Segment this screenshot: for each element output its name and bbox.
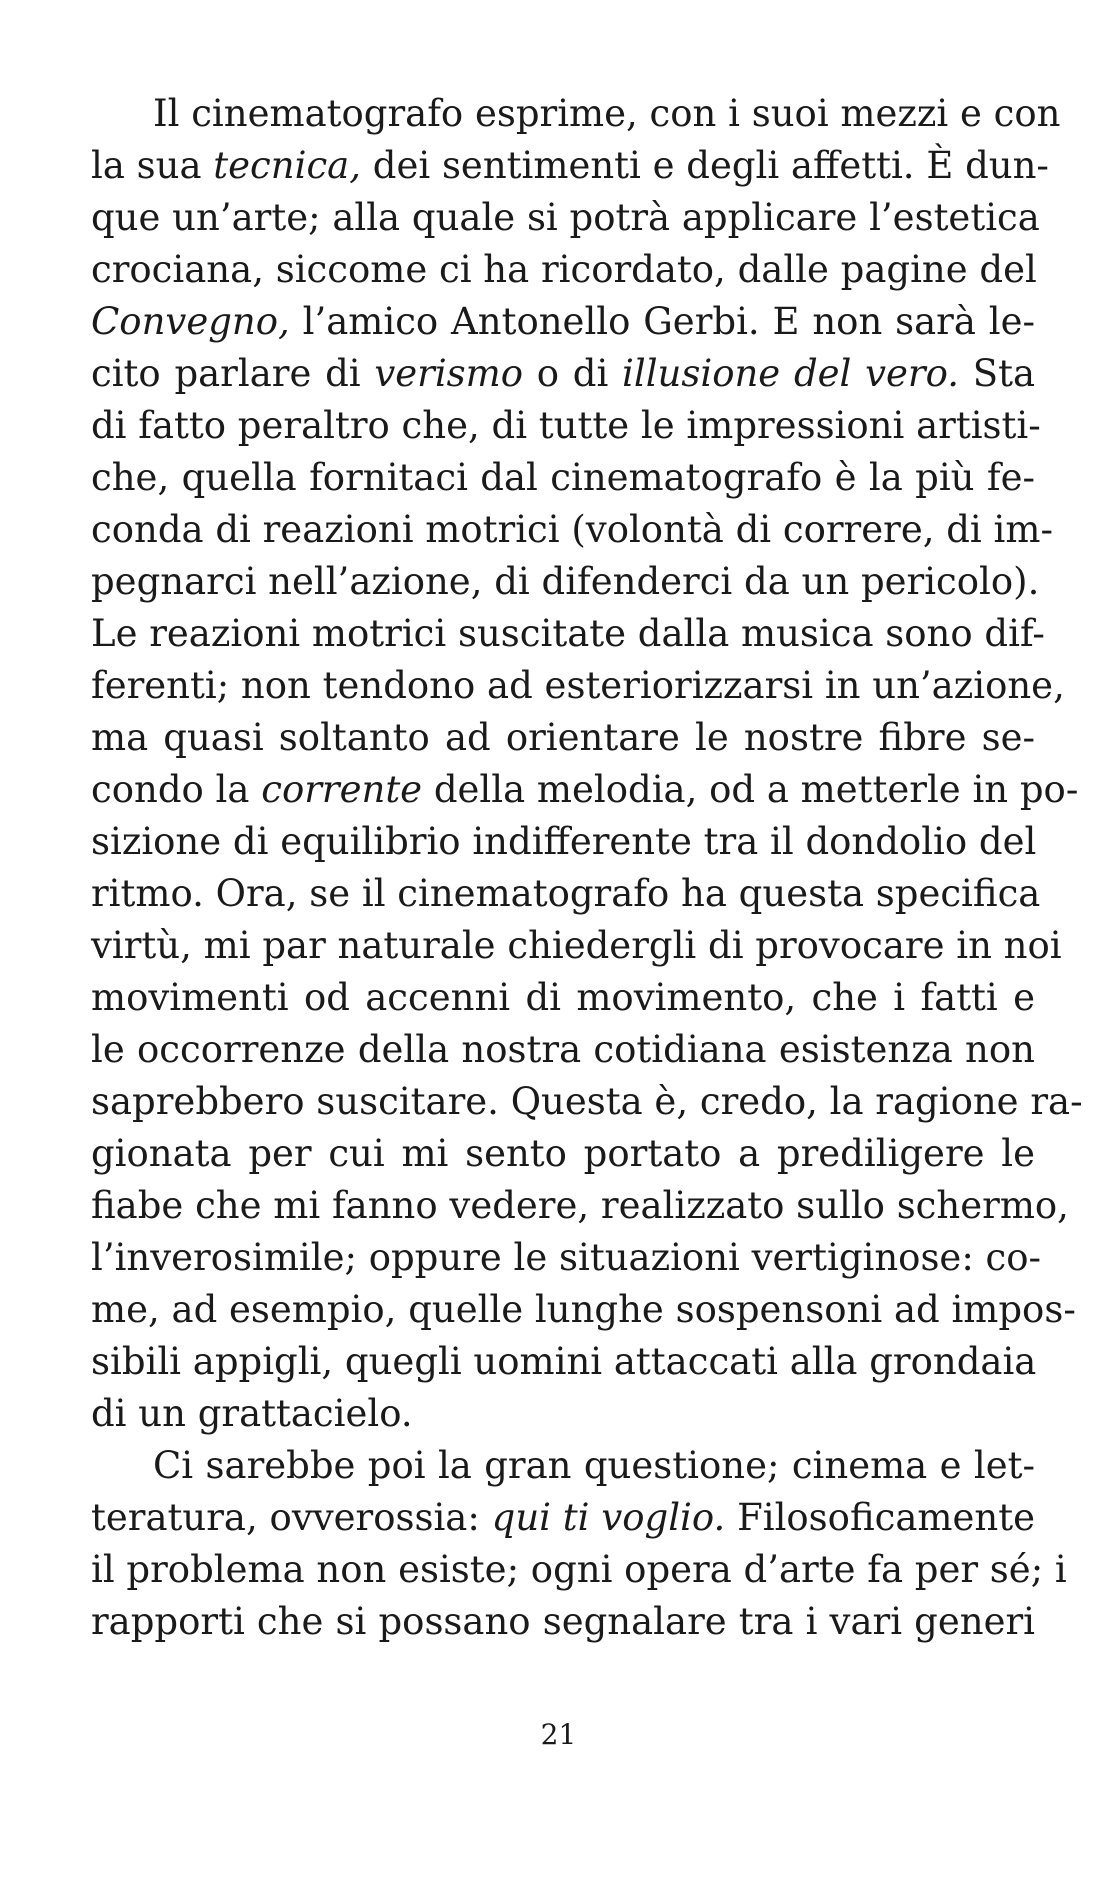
text-line	[91, 608, 1045, 660]
text-run: le occorrenze della nostra cotidiana esistenza non	[91, 1028, 1035, 1071]
text-run: Filosoficamente	[725, 1496, 1035, 1539]
text-run: movimenti od accenni di movimento, che i fatti e	[91, 976, 1035, 1019]
text-run: Sta	[958, 352, 1035, 395]
text-line	[91, 1128, 1035, 1180]
italic-text: Convegno,	[91, 300, 290, 343]
text-line	[91, 556, 1040, 608]
text-run: la sua	[91, 144, 214, 187]
text-run: ritmo. Ora, se il cinematografo ha questa specifica	[91, 872, 1041, 915]
text-run: di un grattacielo.	[91, 1392, 413, 1435]
text-line	[91, 88, 1061, 140]
text-run: condo la	[91, 768, 262, 811]
text-line	[91, 140, 1049, 192]
text-run: gionata per cui mi sento portato a prediligere le	[91, 1132, 1035, 1175]
page-number: 21	[540, 1718, 577, 1751]
text-line	[91, 1076, 1083, 1128]
text-line	[91, 1492, 1035, 1544]
text-run: virtù, mi par naturale chiedergli di provocare in noi	[91, 924, 1062, 967]
text-run: conda di reazioni motrici (volontà di correre, di im-	[91, 508, 1053, 551]
text-line	[91, 244, 1035, 296]
text-line	[91, 1596, 1035, 1648]
text-run: teratura, ovverossia:	[91, 1496, 492, 1539]
text-run: Le reazioni motrici suscitate dalla musica sono dif-	[91, 612, 1045, 655]
text-run: della melodia, od a metterle in po-	[422, 768, 1079, 811]
text-line	[91, 504, 1053, 556]
text-line	[91, 816, 1035, 868]
italic-text: verismo	[374, 352, 524, 395]
text-line	[91, 1336, 1035, 1388]
text-run: me, ad esempio, quelle lunghe sospensoni ad impos-	[91, 1288, 1076, 1331]
text-run: fiabe che mi fanno vedere, realizzato sullo schermo,	[91, 1184, 1069, 1227]
text-run: cito parlare di	[91, 352, 375, 395]
text-run: ma quasi soltanto ad orientare le nostre fibre se-	[91, 716, 1035, 759]
text-run: dei sentimenti e degli affetti. È dun-	[361, 144, 1049, 187]
text-line	[91, 972, 1035, 1024]
text-run: rapporti che si possano segnalare tra i vari generi	[91, 1600, 1035, 1643]
text-run: l’inverosimile; oppure le situazioni vertiginose: co-	[91, 1236, 1042, 1279]
text-line	[91, 452, 1035, 504]
text-line	[91, 712, 1035, 764]
text-line	[91, 1440, 1035, 1492]
text-line	[91, 348, 1035, 400]
text-run: che, quella fornitaci dal cinematografo è la più fe-	[91, 456, 1035, 499]
text-line	[91, 660, 1065, 712]
text-line	[91, 1284, 1076, 1336]
text-line	[91, 1180, 1069, 1232]
text-line	[91, 400, 1041, 452]
text-run: crociana, siccome ci ha ricordato, dalle pagine del	[91, 248, 1037, 291]
italic-text: tecnica,	[213, 144, 361, 187]
text-run: Ci sarebbe poi la gran questione; cinema e let-	[153, 1444, 1035, 1487]
text-run: sizione di equilibrio indifferente tra il dondolio del	[91, 820, 1037, 863]
text-run: di fatto peraltro che, di tutte le impressioni artisti-	[91, 404, 1041, 447]
italic-text: illusione del vero.	[622, 352, 959, 395]
italic-text: corrente	[261, 768, 423, 811]
text-line	[91, 868, 1041, 920]
text-line	[91, 1388, 1035, 1440]
text-run: l’amico Antonello Gerbi. E non sarà le-	[289, 300, 1035, 343]
text-run: il problema non esiste; ogni opera d’arte fa per sé; i	[91, 1548, 1067, 1591]
text-run: que un’arte; alla quale si potrà applicare l’estetica	[91, 196, 1040, 239]
text-line	[91, 920, 1062, 972]
text-line	[91, 1232, 1042, 1284]
text-run: sibili appigli, quegli uomini attaccati alla grondaia	[91, 1340, 1037, 1383]
italic-text: qui ti voglio.	[491, 1496, 726, 1539]
text-line	[91, 764, 1079, 816]
text-line	[91, 192, 1040, 244]
text-run: ferenti; non tendono ad esteriorizzarsi in un’azione,	[91, 664, 1065, 707]
text-run: saprebbero suscitare. Questa è, credo, la ragione ra-	[91, 1080, 1083, 1123]
text-line	[91, 296, 1035, 348]
text-run: Il cinematografo esprime, con i suoi mezzi e con	[153, 92, 1061, 135]
text-run: pegnarci nell’azione, di difenderci da un pericolo).	[91, 560, 1040, 603]
text-line	[91, 1544, 1067, 1596]
body-text	[91, 88, 1083, 1648]
text-line	[91, 1024, 1035, 1076]
text-run: o di	[523, 352, 623, 395]
